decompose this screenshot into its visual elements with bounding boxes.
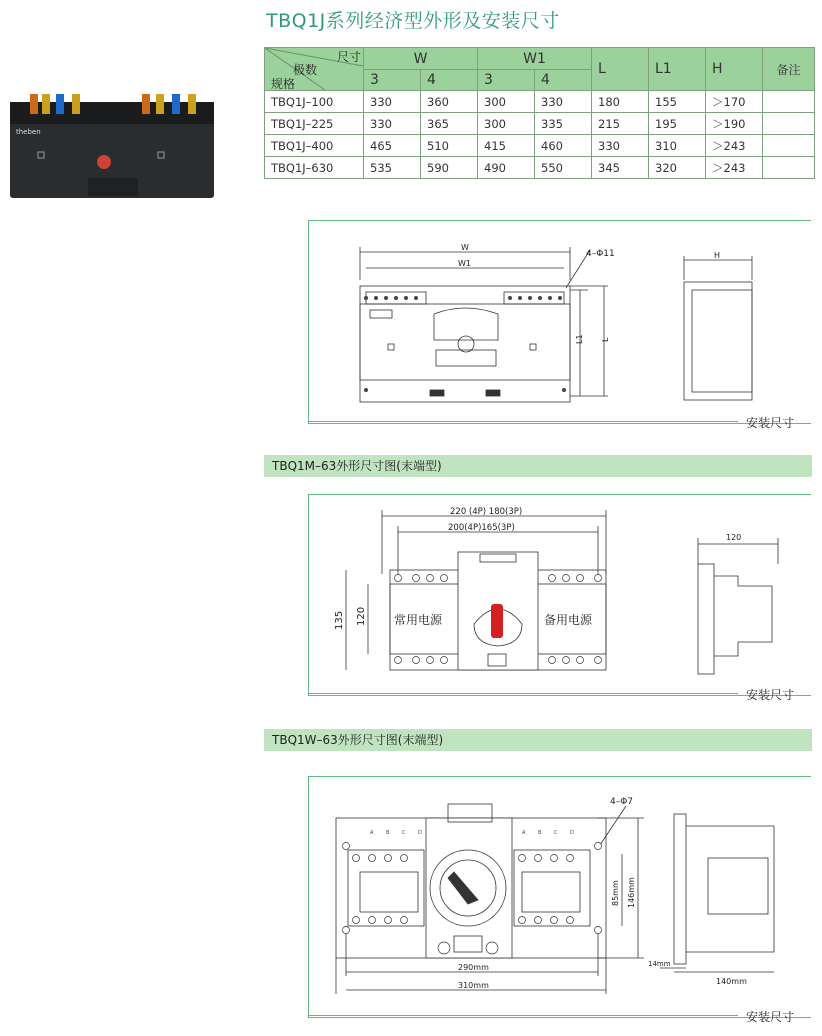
dim-h: H — [714, 251, 721, 260]
cell-l: 215 — [592, 113, 649, 135]
drawing2-caption: 安装尺寸 — [746, 688, 795, 702]
label-backup-power: 备用电源 — [544, 613, 593, 627]
table-row — [265, 113, 815, 135]
dim-290mm: 290mm — [458, 963, 489, 972]
dim-135: 135 — [334, 610, 345, 630]
dim-140mm: 140mm — [716, 977, 747, 986]
sub-w-4: 4 — [421, 70, 478, 91]
section3-heading: TBQ1W–63外形尺寸图(末端型) — [264, 729, 812, 751]
cell-h: ＞190 — [706, 113, 763, 135]
cell-h: ＞243 — [706, 157, 763, 179]
dim-hole-phi7: 4–Φ7 — [610, 797, 634, 807]
cell-model: TBQ1J–400 — [265, 135, 364, 157]
cell-w3: 465 — [364, 135, 421, 157]
dim-l: L — [601, 337, 610, 342]
drawing2-caption-line — [308, 693, 738, 694]
drawing1-svg — [308, 220, 810, 420]
cell-h: ＞243 — [706, 135, 763, 157]
phase-c-left: C — [402, 830, 406, 836]
brand-logo: theben — [16, 128, 41, 136]
header-l1: L1 — [649, 48, 706, 91]
phase-b-left: B — [386, 830, 390, 836]
cell-note — [763, 113, 815, 135]
cell-l1: 320 — [649, 157, 706, 179]
drawing3-caption-line — [308, 1015, 738, 1016]
cell-w14: 550 — [535, 157, 592, 179]
dim-w: W — [461, 243, 469, 252]
header-w: W — [364, 48, 478, 70]
sub-w1-4: 4 — [535, 70, 592, 91]
cell-model: TBQ1J–225 — [265, 113, 364, 135]
dim-second: 200(4P)165(3P) — [448, 523, 515, 533]
cell-w3: 330 — [364, 91, 421, 113]
drawing1-caption: 安装尺寸 — [746, 416, 795, 430]
phase-c-right: C — [554, 830, 558, 836]
drawing1-caption-line — [308, 421, 738, 422]
drawing3-svg — [308, 776, 810, 1012]
section2-heading: TBQ1M–63外形尺寸图(末端型) — [264, 455, 812, 477]
cell-l1: 310 — [649, 135, 706, 157]
dim-310mm: 310mm — [458, 981, 489, 990]
product-photo — [8, 92, 216, 200]
phase-b-right: B — [538, 830, 542, 836]
dim-top: 220 (4P) 180(3P) — [450, 507, 523, 517]
phase-d-right: D — [570, 830, 574, 836]
header-h: H — [706, 48, 763, 91]
phase-a-right: A — [522, 830, 526, 836]
cell-model: TBQ1J–100 — [265, 91, 364, 113]
table-row — [265, 91, 815, 113]
dim-146mm: 146mm — [627, 877, 636, 908]
table-row — [265, 157, 815, 179]
cell-w13: 300 — [478, 113, 535, 135]
header-w1: W1 — [478, 48, 592, 70]
dim-120: 120 — [356, 606, 367, 626]
sub-w1-3: 3 — [478, 70, 535, 91]
header-l: L — [592, 48, 649, 91]
table-row — [265, 135, 815, 157]
cell-w4: 365 — [421, 113, 478, 135]
diagonal-lines — [265, 48, 363, 90]
sub-w-3: 3 — [364, 70, 421, 91]
spec-table — [264, 47, 815, 179]
cell-w14: 460 — [535, 135, 592, 157]
cell-w13: 300 — [478, 91, 535, 113]
dim-side-120: 120 — [726, 533, 742, 542]
cell-w13: 415 — [478, 135, 535, 157]
page-title: TBQ1J系列经济型外形及安装尺寸 — [266, 10, 560, 32]
phase-a-left: A — [370, 830, 374, 836]
cell-model: TBQ1J–630 — [265, 157, 364, 179]
cell-l: 345 — [592, 157, 649, 179]
dim-14mm: 14mm — [648, 960, 671, 968]
cell-l: 180 — [592, 91, 649, 113]
cell-w14: 335 — [535, 113, 592, 135]
cell-w4: 510 — [421, 135, 478, 157]
corner-spec: 规格 — [271, 77, 296, 90]
cell-w14: 330 — [535, 91, 592, 113]
cell-w3: 535 — [364, 157, 421, 179]
dim-w1: W1 — [458, 259, 471, 268]
cell-h: ＞170 — [706, 91, 763, 113]
dim-hole: 4–Φ11 — [586, 249, 615, 259]
cell-l1: 155 — [649, 91, 706, 113]
dim-l1: L1 — [575, 334, 584, 344]
phase-d-left: D — [418, 830, 422, 836]
cell-w4: 590 — [421, 157, 478, 179]
cell-note — [763, 135, 815, 157]
cell-l: 330 — [592, 135, 649, 157]
corner-size: 尺寸 — [337, 50, 362, 64]
drawing3-caption: 安装尺寸 — [746, 1010, 795, 1024]
table-corner-cell — [265, 48, 364, 91]
cell-w3: 330 — [364, 113, 421, 135]
cell-note — [763, 157, 815, 179]
cell-note — [763, 91, 815, 113]
label-normal-power: 常用电源 — [394, 613, 443, 627]
drawing2-svg — [308, 494, 810, 690]
corner-poles: 极数 — [293, 63, 318, 77]
cell-w4: 360 — [421, 91, 478, 113]
header-note: 备注 — [763, 48, 815, 91]
dim-85mm: 85mm — [611, 880, 620, 906]
cell-l1: 195 — [649, 113, 706, 135]
cell-w13: 490 — [478, 157, 535, 179]
